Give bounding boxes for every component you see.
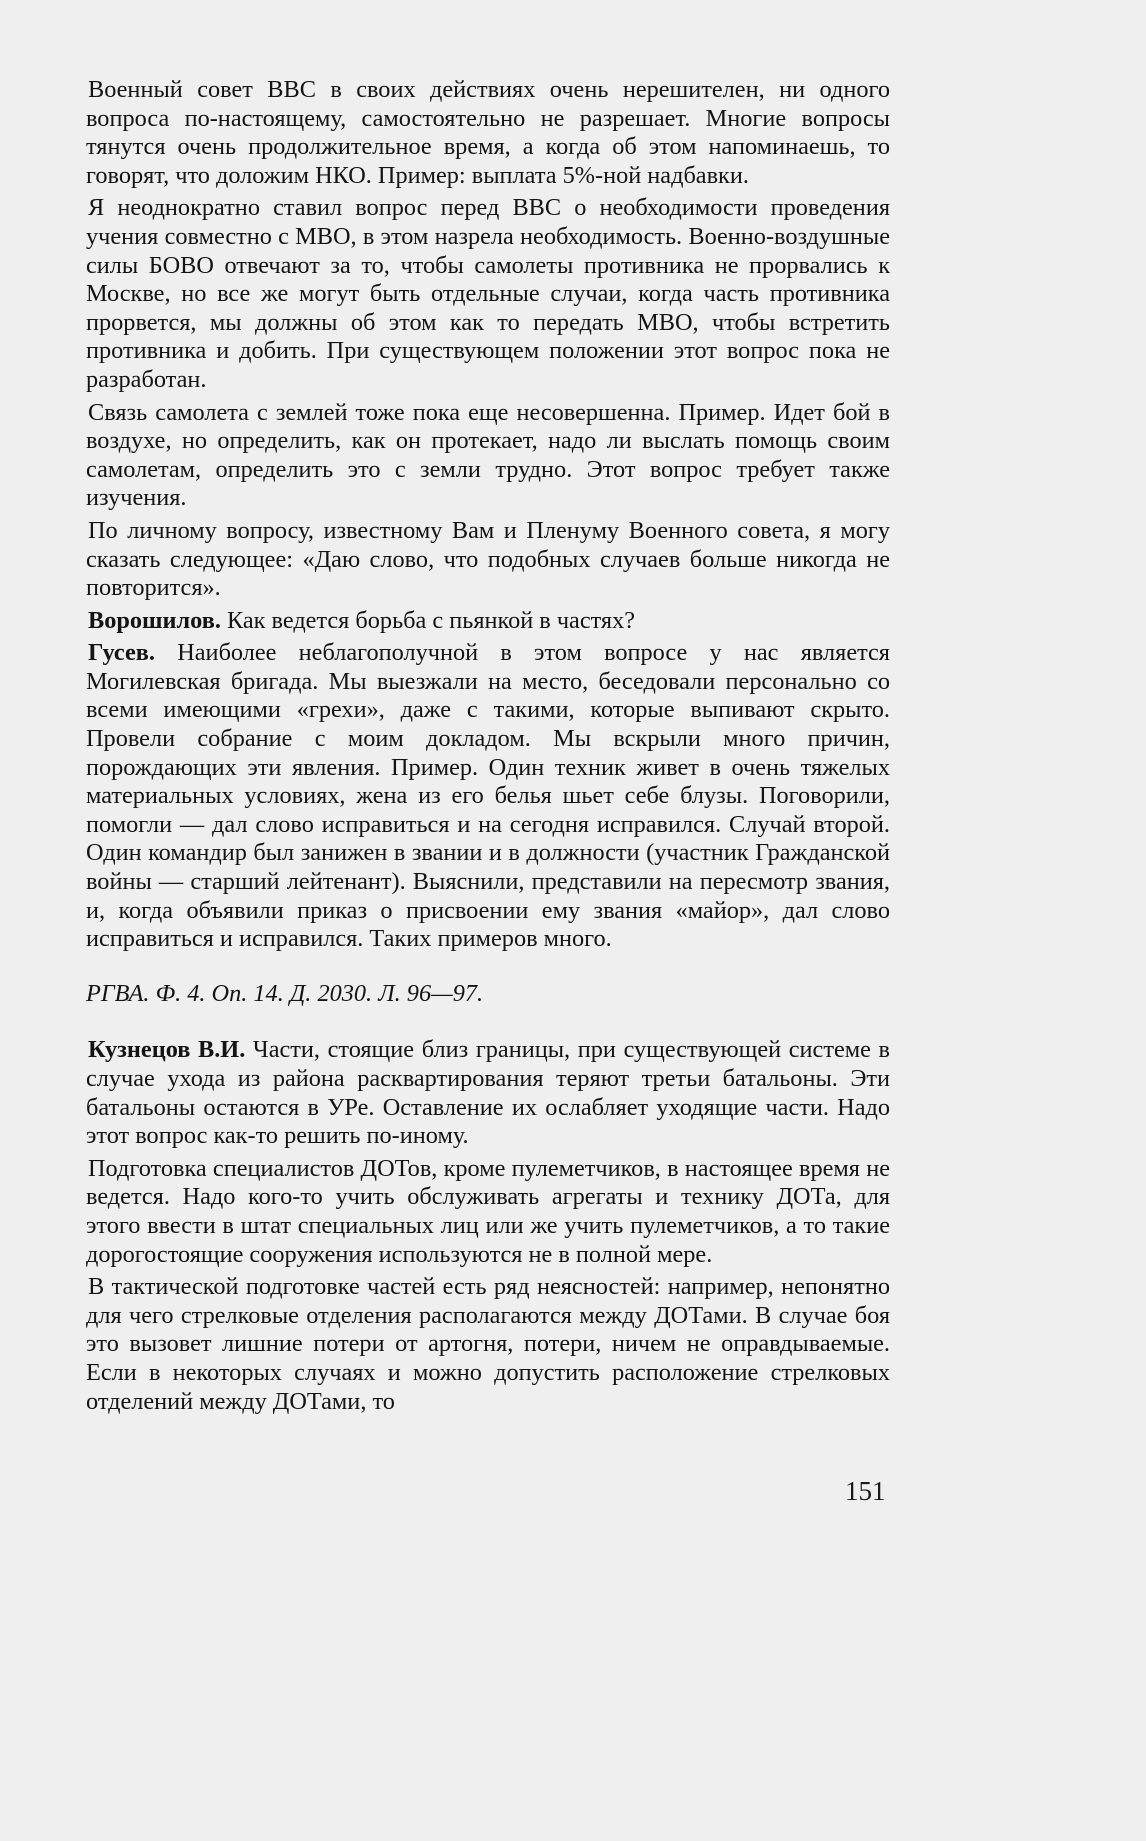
paragraph-text: Я неоднократно ставил вопрос перед ВВС о необходимости проведения учения совместно с МВО, в этом назрела необходимость. Военно-воздушные силы БОВО отвечают за то, чтобы самолеты противника не прорвались к Москве, но все же могут быть отдельные случаи, когда часть противника прорвется, мы должны об этом как то передать МВО, чтобы встретить противника и добить. При существующем положении этот вопрос пока не разработан. [86,194,890,393]
paragraph-text: Военный совет ВВС в своих действиях очень нерешителен, ни одного вопроса по-настоящему, самостоятельно не разрешает. Многие вопросы тянутся очень продолжительное время, а когда об этом напоминаешь, то говорят, что доложим НКО. Пример: выплата 5%-ной надбавки. [86,76,890,189]
body-text [86,76,890,1420]
paragraph-text: Части, стоящие близ границы, при существующей системе в случае ухода из района расквартирования теряют третьи батальоны. Эти батальоны остаются в УРе. Оставление их ослабляет уходящие части. Надо этот вопрос как-то решить по-иному. [86,1036,891,1150]
page-number: 151 [845,1476,886,1506]
speaker-name: Ворошилов. [88,606,221,634]
paragraph-text: По личному вопросу, известному Вам и Пленуму Военного совета, я могу сказать следующее: «Даю слово, что подобных случаев больше никогда не повторится». [86,516,890,602]
paragraph [86,607,890,636]
paragraph [86,194,890,394]
paragraph [86,639,890,954]
paragraph [86,1273,890,1416]
paragraph-text: В тактической подготовке частей есть ряд неясностей: например, непонятно для чего стрелковые отделения располагаются между ДОТами. В случае боя это вызовет лишние потери от артогня, потери, ничем не оправдываемые. Если в некоторых случаях и можно допустить расположение стрелковых отделений между ДОТами, то [86,1273,890,1415]
paragraph [86,399,890,513]
paragraph-text: Связь самолета с землей тоже пока еще несовершенна. Пример. Идет бой в воздухе, но определить, как он протекает, надо ли выслать помощь своим самолетам, определить это с земли трудно. Этот вопрос требует также изучения. [86,398,890,512]
paragraph [86,1155,890,1269]
paragraph-text: Наиболее неблагополучной в этом вопросе у нас является Могилевская бригада. Мы выезжали на место, беседовали персонально со всеми имеющими «грехи», даже с такими, которые выпивают скрыто. Провели собрание с моим докладом. Мы вскрыли много причин, порождающих эти явления. Пример. Один техник живет в очень тяжелых материальных условиях, жена из его белья шьет себе блузы. Поговорили, помогли — дал слово исправиться и на сегодня исправился. Случай второй. Один командир был занижен в звании и в должности (участник Гражданской войны — старший лейтенант). Выяснили, представили на пересмотр звания, и, когда объявили приказ о присвоении ему звания «майор», дал слово исправиться и исправился. Таких примеров много. [86,639,890,953]
paragraph [86,1036,890,1150]
paragraph-text: Как ведется борьба с пьянкой в частях? [220,606,636,634]
paragraph [86,517,890,603]
archive-source: РГВА. Ф. 4. Оп. 14. Д. 2030. Л. 96—97. [86,979,484,1007]
paragraph [86,76,890,190]
paragraph-text: Подготовка специалистов ДОТов, кроме пулеметчиков, в настоящее время не ведется. Надо кого-то учить обслуживать агрегаты и технику ДОТа, для этого ввести в штат специальных лиц или же учить пулеметчиков, а то такие дорогостоящие сооружения используются не в полной мере. [86,1154,890,1268]
speaker-name: Кузнецов В.И. [88,1036,246,1064]
speaker-name: Гусев. [88,639,155,667]
